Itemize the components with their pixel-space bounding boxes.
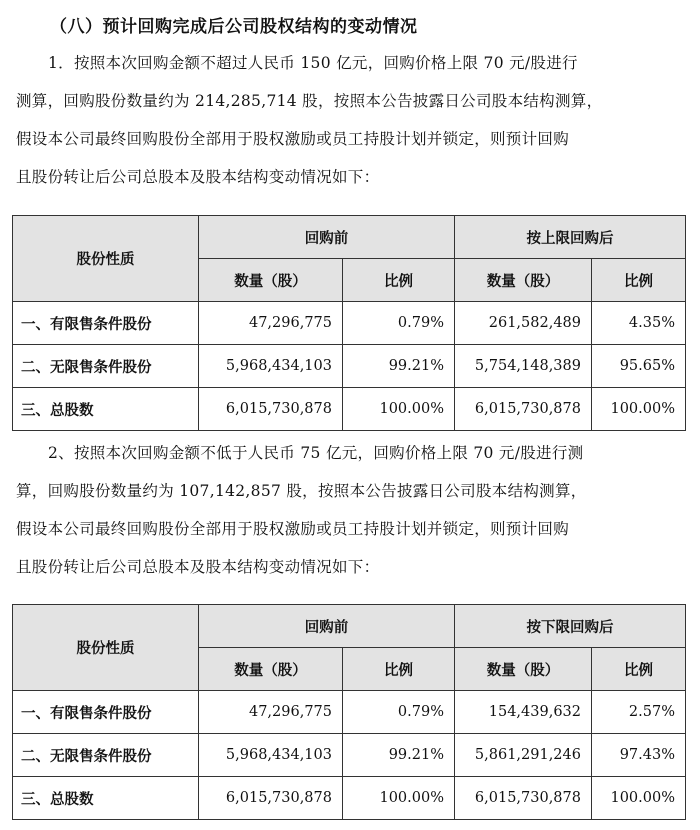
qty-after: 6,015,730,878 (455, 388, 592, 431)
table-row (13, 734, 686, 777)
row-label: 二、无限售条件股份 (13, 345, 199, 388)
ratio-after: 95.65% (592, 345, 686, 388)
header-quantity: 数量（股） (455, 259, 592, 302)
section-heading: （八）预计回购完成后公司股权结构的变动情况 (50, 17, 418, 37)
ratio-before: 99.21% (343, 734, 455, 777)
header-ratio: 比例 (343, 259, 455, 302)
ratio-before: 100.00% (343, 777, 455, 820)
header-share-nature: 股份性质 (13, 216, 199, 302)
header-before-buyback: 回购前 (199, 216, 455, 259)
paragraph-line: 且股份转让后公司总股本及股本结构变动情况如下： (16, 558, 380, 576)
qty-after: 5,754,148,389 (455, 345, 592, 388)
header-ratio: 比例 (592, 259, 686, 302)
ratio-after: 100.00% (592, 777, 686, 820)
qty-before: 6,015,730,878 (199, 777, 343, 820)
header-ratio: 比例 (592, 648, 686, 691)
ratio-after: 4.35% (592, 302, 686, 345)
ratio-before: 0.79% (343, 302, 455, 345)
ratio-before: 0.79% (343, 691, 455, 734)
paragraph-line: 假设本公司最终回购股份全部用于股权激励或员工持股计划并锁定，则预计回购 (16, 130, 570, 148)
header-after-buyback: 按上限回购后 (455, 216, 686, 259)
qty-before: 5,968,434,103 (199, 734, 343, 777)
table-row (13, 777, 686, 820)
share-structure-table-lower-limit (12, 604, 686, 820)
header-quantity: 数量（股） (199, 648, 343, 691)
row-label: 三、总股数 (13, 388, 199, 431)
header-ratio: 比例 (343, 648, 455, 691)
header-after-buyback: 按下限回购后 (455, 605, 686, 648)
paragraph-2 (16, 434, 684, 586)
qty-before: 6,015,730,878 (199, 388, 343, 431)
paragraph-line: 测算，回购股份数量约为 214,285,714 股，按照本公告披露日公司股本结构测算， (16, 92, 603, 110)
paragraph-line: 1．按照本次回购金额不超过人民币 150 亿元，回购价格上限 70 元/股进行 (48, 54, 578, 72)
row-label: 一、有限售条件股份 (13, 691, 199, 734)
paragraph-line: 2、按照本次回购金额不低于人民币 75 亿元，回购价格上限 70 元/股进行测 (48, 444, 584, 462)
row-label: 一、有限售条件股份 (13, 302, 199, 345)
qty-before: 47,296,775 (199, 302, 343, 345)
header-share-nature: 股份性质 (13, 605, 199, 691)
ratio-after: 97.43% (592, 734, 686, 777)
qty-after: 5,861,291,246 (455, 734, 592, 777)
ratio-before: 100.00% (343, 388, 455, 431)
row-label: 三、总股数 (13, 777, 199, 820)
table-row (13, 691, 686, 734)
ratio-after: 100.00% (592, 388, 686, 431)
paragraph-line: 算，回购股份数量约为 107,142,857 股，按照本公告披露日公司股本结构测算， (16, 482, 587, 500)
qty-after: 154,439,632 (455, 691, 592, 734)
table-row (13, 388, 686, 431)
ratio-after: 2.57% (592, 691, 686, 734)
header-quantity: 数量（股） (455, 648, 592, 691)
paragraph-line: 且股份转让后公司总股本及股本结构变动情况如下： (16, 168, 380, 186)
share-structure-table-upper-limit (12, 215, 686, 431)
qty-after: 261,582,489 (455, 302, 592, 345)
ratio-before: 99.21% (343, 345, 455, 388)
header-before-buyback: 回购前 (199, 605, 455, 648)
table-row (13, 302, 686, 345)
qty-before: 5,968,434,103 (199, 345, 343, 388)
table-row (13, 345, 686, 388)
paragraph-1 (16, 44, 684, 196)
qty-after: 6,015,730,878 (455, 777, 592, 820)
qty-before: 47,296,775 (199, 691, 343, 734)
row-label: 二、无限售条件股份 (13, 734, 199, 777)
header-quantity: 数量（股） (199, 259, 343, 302)
paragraph-line: 假设本公司最终回购股份全部用于股权激励或员工持股计划并锁定，则预计回购 (16, 520, 570, 538)
